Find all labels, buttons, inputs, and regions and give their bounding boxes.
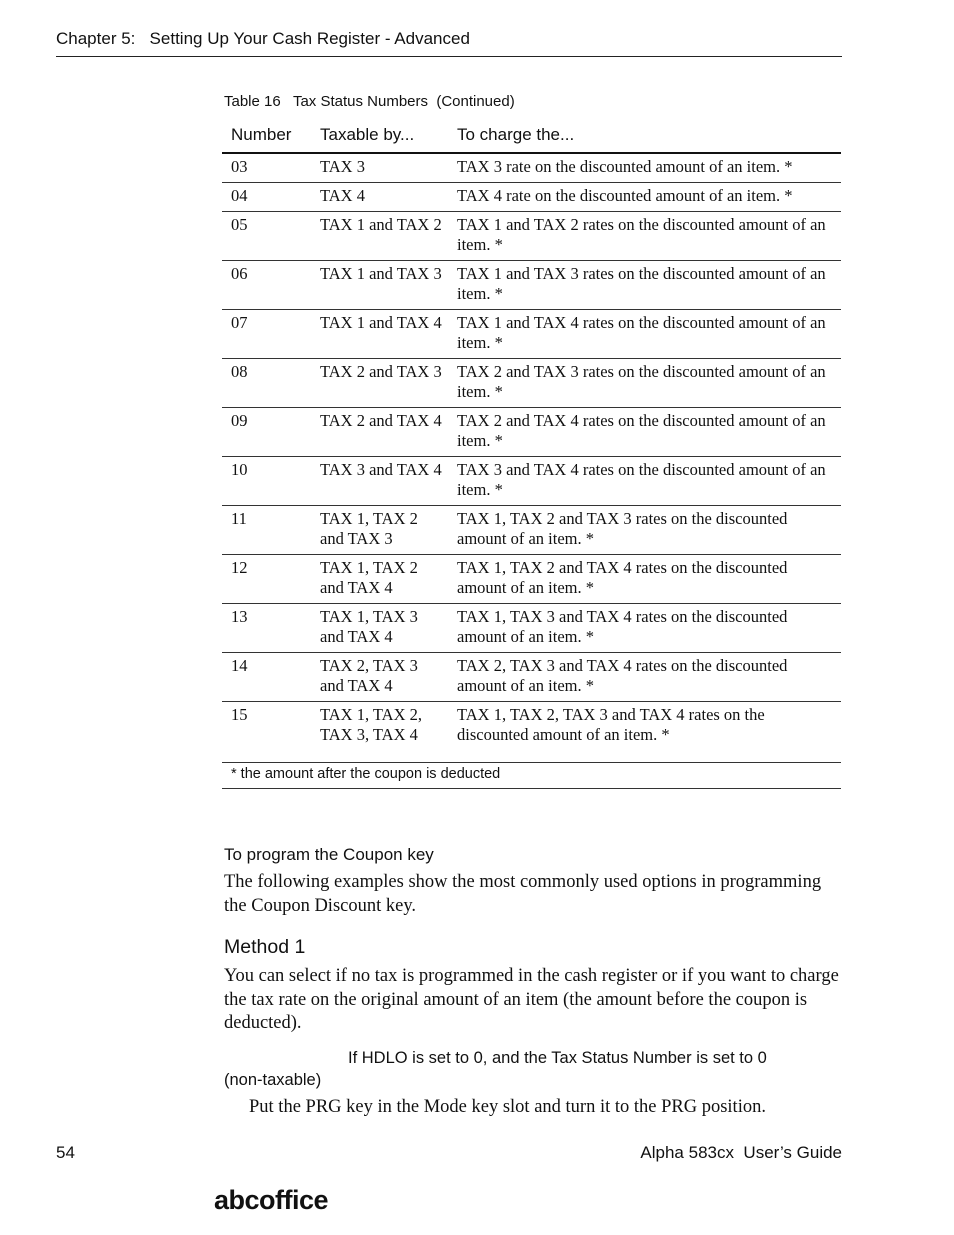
- charge-description-cell: TAX 3 rate on the discounted amount of an item. *: [448, 153, 841, 183]
- table-row: [222, 555, 841, 604]
- charge-description-cell: TAX 2 and TAX 3 rates on the discounted amount of an item. *: [448, 359, 841, 408]
- tax-status-number: 13: [222, 604, 311, 653]
- method-1-paragraph: You can select if no tax is programmed in the cash register or if you want to charge the tax rate on the original amount of an item (the amount before the coupon is deducted).: [224, 966, 839, 1033]
- tax-status-number: 07: [222, 310, 311, 359]
- tax-status-number: 04: [222, 183, 311, 212]
- charge-description-cell: TAX 1, TAX 2 and TAX 4 rates on the discounted amount of an item. *: [448, 555, 841, 604]
- tax-status-number: 03: [222, 153, 311, 183]
- footer-guide-title: Alpha 583cx User’s Guide: [640, 1143, 842, 1162]
- coupon-intro-paragraph: The following examples show the most commonly used options in programming the Coupon Discount key.: [224, 872, 822, 916]
- table-footnote: * the amount after the coupon is deducted: [222, 763, 841, 789]
- table-row: [222, 653, 841, 702]
- taxable-by-cell: TAX 1 and TAX 4: [311, 310, 448, 359]
- taxable-by-cell: TAX 4: [311, 183, 448, 212]
- brand-logo: abcoffice: [214, 1185, 329, 1215]
- tax-status-number: 12: [222, 555, 311, 604]
- tax-status-number: 05: [222, 212, 311, 261]
- table-row: [222, 457, 841, 506]
- table-row: [222, 702, 841, 763]
- charge-description-cell: TAX 2, TAX 3 and TAX 4 rates on the discounted amount of an item. *: [448, 653, 841, 702]
- tax-status-number: 15: [222, 702, 311, 763]
- tax-status-number: 11: [222, 506, 311, 555]
- taxable-by-cell: TAX 1, TAX 2 and TAX 3: [311, 506, 448, 555]
- running-header: Chapter 5: Setting Up Your Cash Register - Advanced: [56, 29, 470, 48]
- charge-description-cell: TAX 3 and TAX 4 rates on the discounted amount of an item. *: [448, 457, 841, 506]
- charge-description-cell: TAX 1, TAX 2, TAX 3 and TAX 4 rates on the discounted amount of an item. *: [448, 702, 841, 763]
- charge-description-cell: TAX 1 and TAX 4 rates on the discounted amount of an item. *: [448, 310, 841, 359]
- charge-description-cell: TAX 4 rate on the discounted amount of an item. *: [448, 183, 841, 212]
- table-row: [222, 153, 841, 183]
- charge-description-cell: TAX 1, TAX 2 and TAX 3 rates on the discounted amount of an item. *: [448, 506, 841, 555]
- table-row: [222, 261, 841, 310]
- condition-text: If HDLO is set to 0, and the Tax Status Number is set to 0: [348, 1049, 767, 1067]
- taxable-by-cell: TAX 1, TAX 3 and TAX 4: [311, 604, 448, 653]
- charge-description-cell: TAX 1 and TAX 3 rates on the discounted amount of an item. *: [448, 261, 841, 310]
- column-header-number: Number: [222, 120, 311, 153]
- table-row: [222, 506, 841, 555]
- charge-description-cell: TAX 1, TAX 3 and TAX 4 rates on the discounted amount of an item. *: [448, 604, 841, 653]
- table-footnote-row: [222, 763, 841, 789]
- table-row: [222, 359, 841, 408]
- page-number: 54: [56, 1143, 75, 1162]
- taxable-by-cell: TAX 3 and TAX 4: [311, 457, 448, 506]
- taxable-by-cell: TAX 2 and TAX 4: [311, 408, 448, 457]
- method-1-heading: Method 1: [224, 936, 306, 958]
- tax-status-number: 06: [222, 261, 311, 310]
- taxable-by-cell: TAX 2, TAX 3 and TAX 4: [311, 653, 448, 702]
- taxable-by-cell: TAX 1 and TAX 2: [311, 212, 448, 261]
- tax-status-number: 14: [222, 653, 311, 702]
- charge-description-cell: TAX 2 and TAX 4 rates on the discounted amount of an item. *: [448, 408, 841, 457]
- taxable-by-cell: TAX 1, TAX 2 and TAX 4: [311, 555, 448, 604]
- tax-status-number: 10: [222, 457, 311, 506]
- column-header-taxable-by: Taxable by...: [311, 120, 448, 153]
- table-row: [222, 183, 841, 212]
- step-instruction: Put the PRG key in the Mode key slot and turn it to the PRG position.: [249, 1097, 766, 1117]
- table-row: [222, 408, 841, 457]
- table-caption: Table 16 Tax Status Numbers (Continued): [224, 93, 515, 110]
- taxable-by-cell: TAX 1, TAX 2, TAX 3, TAX 4: [311, 702, 448, 763]
- section-heading-coupon: To program the Coupon key: [224, 845, 434, 864]
- condition-text-continued: (non-taxable): [224, 1071, 322, 1089]
- charge-description-cell: TAX 1 and TAX 2 rates on the discounted amount of an item. *: [448, 212, 841, 261]
- tax-status-number: 08: [222, 359, 311, 408]
- table-row: [222, 212, 841, 261]
- table-row: [222, 310, 841, 359]
- tax-status-number: 09: [222, 408, 311, 457]
- column-header-to-charge: To charge the...: [448, 120, 841, 153]
- taxable-by-cell: TAX 2 and TAX 3: [311, 359, 448, 408]
- table-header-row: [222, 120, 841, 153]
- taxable-by-cell: TAX 3: [311, 153, 448, 183]
- tax-status-table: [222, 120, 841, 789]
- table-row: [222, 604, 841, 653]
- header-rule: [56, 56, 842, 57]
- taxable-by-cell: TAX 1 and TAX 3: [311, 261, 448, 310]
